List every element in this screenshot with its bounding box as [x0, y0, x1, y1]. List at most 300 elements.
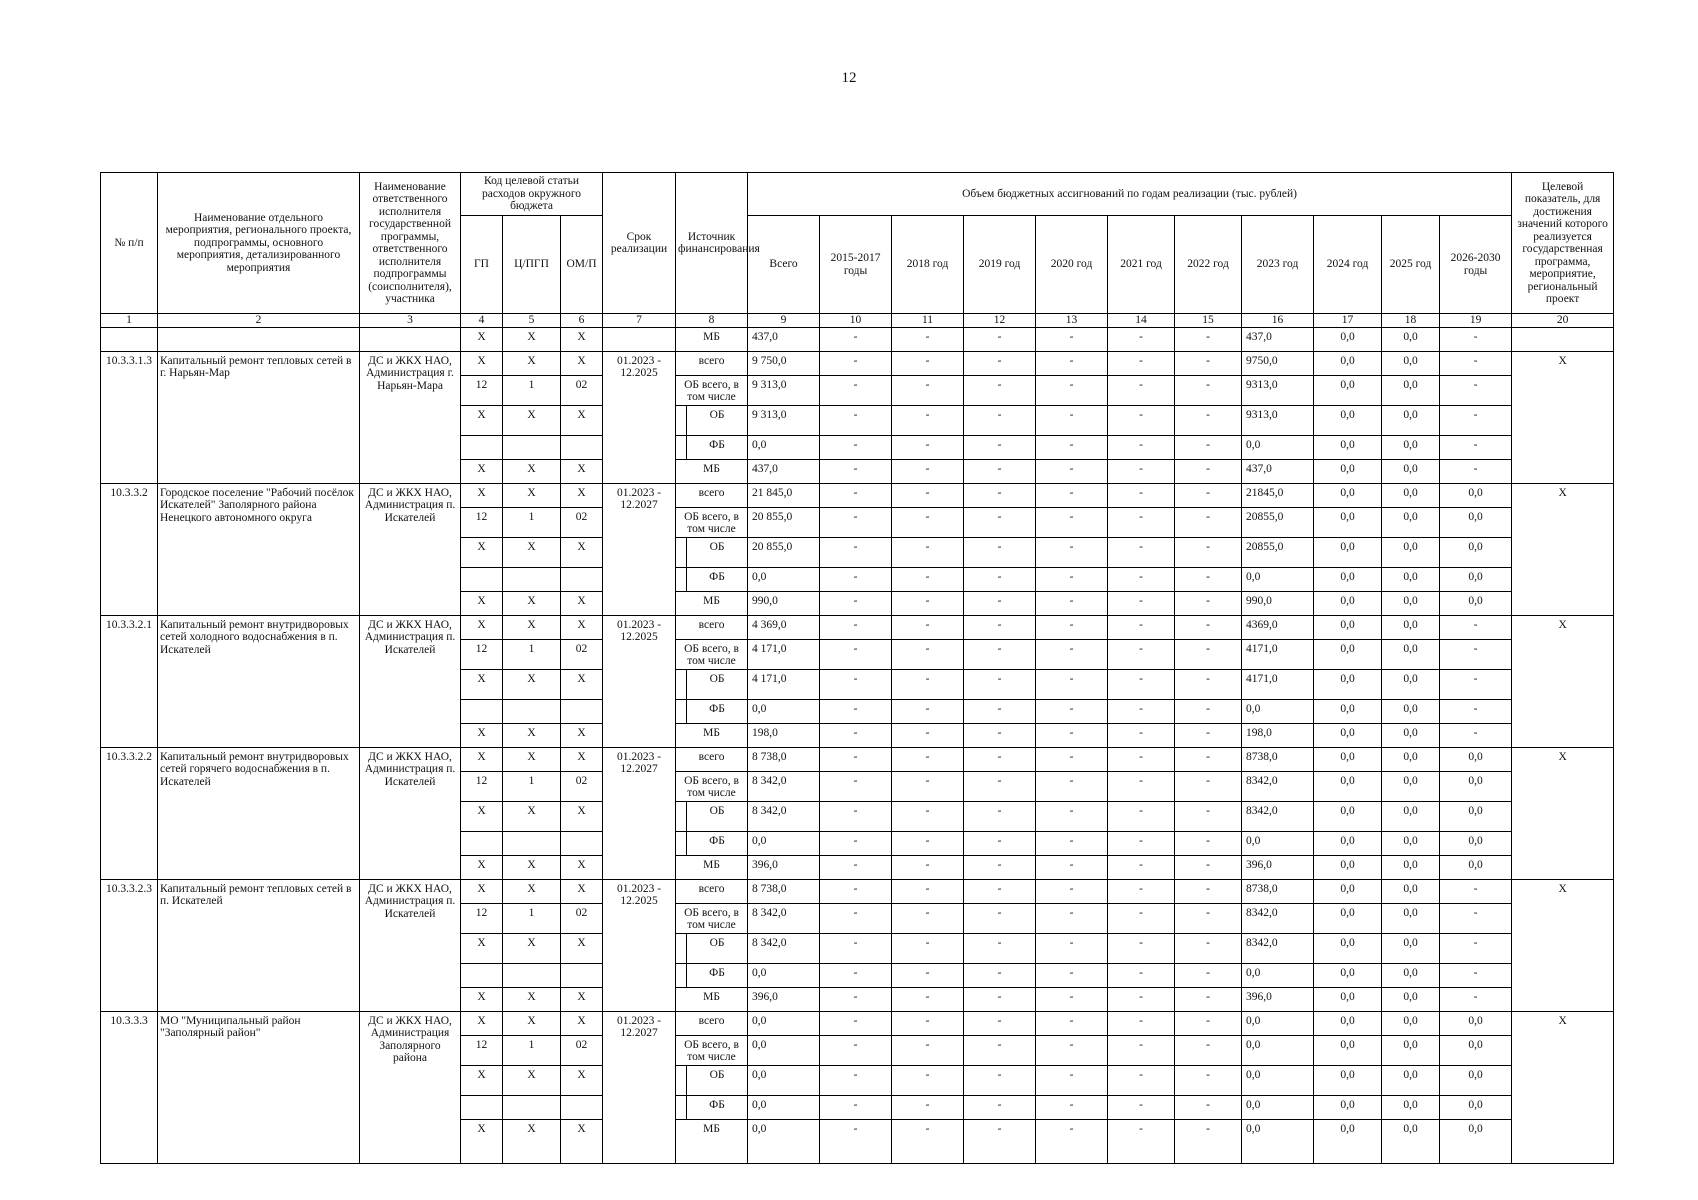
value-cell: 0,0: [1382, 375, 1440, 405]
value-cell: -: [1175, 405, 1242, 435]
value-cell: -: [892, 699, 964, 723]
value-cell: -: [892, 963, 964, 987]
executor: ДС и ЖКХ НАО, Администрация п. Искателей: [360, 879, 461, 1011]
value-cell: -: [1175, 1035, 1242, 1065]
value-cell: 0,0: [1314, 801, 1382, 831]
term-cell: 01.2023 - 12.2025: [603, 879, 676, 1011]
source-label: ОБ: [709, 804, 725, 817]
omp-cell: X: [561, 987, 603, 1011]
value-cell: -: [964, 987, 1036, 1011]
value-cell: 0,0: [1314, 375, 1382, 405]
value-cell: -: [1108, 327, 1175, 351]
value-cell: -: [1036, 699, 1108, 723]
value-cell: -: [1108, 903, 1175, 933]
target-indicator: X: [1512, 747, 1614, 879]
value-cell: 198,0: [748, 723, 820, 747]
value-cell: 4369,0: [1242, 615, 1314, 639]
value-cell: -: [1440, 327, 1512, 351]
value-cell: -: [820, 1035, 892, 1065]
value-cell: -: [892, 459, 964, 483]
value-cell: 0,0: [1314, 507, 1382, 537]
value-cell: -: [964, 831, 1036, 855]
value-cell: -: [1036, 1095, 1108, 1119]
source-label: ОБ: [709, 1068, 725, 1081]
source-cell: ОБ всего, в том числе: [676, 903, 748, 933]
value-cell: -: [1108, 459, 1175, 483]
gp-cell: X: [461, 933, 503, 963]
value-cell: 0,0: [1382, 903, 1440, 933]
cpgp-cell: X: [503, 987, 561, 1011]
value-cell: -: [820, 1011, 892, 1035]
value-cell: -: [1108, 537, 1175, 567]
omp-cell: [561, 963, 603, 987]
source-cell: всего: [676, 615, 748, 639]
value-cell: -: [820, 771, 892, 801]
executor: ДС и ЖКХ НАО, Администрация г. Нарьян-Мара: [360, 351, 461, 483]
cpgp-cell: X: [503, 723, 561, 747]
omp-cell: 02: [561, 771, 603, 801]
value-cell: 0,0: [1242, 1095, 1314, 1119]
value-cell: 0,0: [1382, 1035, 1440, 1065]
value-cell: -: [964, 375, 1036, 405]
column-number: 13: [1036, 314, 1108, 328]
cpgp-cell: X: [503, 459, 561, 483]
table-row: [101, 615, 1614, 639]
value-cell: 9 750,0: [748, 351, 820, 375]
value-cell: -: [820, 567, 892, 591]
gp-cell: X: [461, 1011, 503, 1035]
value-cell: 0,0: [1314, 537, 1382, 567]
header-volume-group: Объем бюджетных ассигнований по годам реализации (тыс. рублей): [748, 173, 1512, 216]
column-number: 4: [461, 314, 503, 328]
value-cell: 0,0: [1314, 615, 1382, 639]
source-cell: [676, 801, 748, 831]
value-cell: -: [820, 327, 892, 351]
cpgp-cell: X: [503, 879, 561, 903]
value-cell: -: [1175, 459, 1242, 483]
source-indent: [676, 406, 687, 435]
source-indent: [676, 1066, 687, 1095]
gp-cell: X: [461, 459, 503, 483]
value-cell: -: [1036, 669, 1108, 699]
value-cell: 0,0: [1242, 963, 1314, 987]
term-cell: 01.2023 - 12.2025: [603, 351, 676, 483]
source-label: ФБ: [709, 1098, 725, 1111]
value-cell: -: [820, 963, 892, 987]
column-number: 1: [101, 314, 158, 328]
value-cell: -: [964, 879, 1036, 903]
gp-cell: X: [461, 801, 503, 831]
header-code-group: Код целевой статьи расходов окружного бюджета: [461, 173, 603, 216]
value-cell: 0,0: [1382, 1119, 1440, 1163]
value-cell: -: [892, 351, 964, 375]
value-cell: -: [1036, 855, 1108, 879]
table-row: [101, 351, 1614, 375]
value-cell: 0,0: [748, 1011, 820, 1035]
value-cell: 0,0: [1314, 483, 1382, 507]
value-cell: 0,0: [748, 435, 820, 459]
header-name: Наименование отдельного мероприятия, регионального проекта, подпрограммы, основного мероприятия, детализированного мероприятия: [158, 173, 360, 314]
value-cell: 0,0: [1382, 351, 1440, 375]
value-cell: -: [1175, 351, 1242, 375]
value-cell: -: [1175, 669, 1242, 699]
target-indicator: X: [1512, 615, 1614, 747]
header-term: Срок реализации: [603, 173, 676, 314]
gp-cell: 12: [461, 639, 503, 669]
value-cell: 4171,0: [1242, 639, 1314, 669]
omp-cell: X: [561, 615, 603, 639]
value-cell: 20 855,0: [748, 537, 820, 567]
value-cell: 8 342,0: [748, 801, 820, 831]
value-cell: -: [1440, 351, 1512, 375]
value-cell: -: [892, 1035, 964, 1065]
value-cell: -: [820, 855, 892, 879]
column-number: 10: [820, 314, 892, 328]
header-year: 2023 год: [1242, 216, 1314, 314]
value-cell: -: [892, 933, 964, 963]
gp-cell: X: [461, 405, 503, 435]
value-cell: 0,0: [1382, 723, 1440, 747]
row-number: 10.3.3.2.2: [101, 747, 158, 879]
gp-cell: [461, 435, 503, 459]
value-cell: 0,0: [1314, 1035, 1382, 1065]
value-cell: -: [1108, 1095, 1175, 1119]
source-cell: ОБ всего, в том числе: [676, 507, 748, 537]
value-cell: 0,0: [1314, 1095, 1382, 1119]
value-cell: 0,0: [1382, 747, 1440, 771]
omp-cell: X: [561, 879, 603, 903]
target-indicator: X: [1512, 1011, 1614, 1163]
gp-cell: X: [461, 747, 503, 771]
source-indent: [676, 832, 687, 855]
value-cell: 437,0: [1242, 459, 1314, 483]
gp-cell: X: [461, 1119, 503, 1163]
value-cell: -: [1036, 405, 1108, 435]
value-cell: 0,0: [1314, 831, 1382, 855]
header-gp: ГП: [461, 216, 503, 314]
value-cell: 8342,0: [1242, 903, 1314, 933]
value-cell: 9 313,0: [748, 405, 820, 435]
value-cell: 396,0: [1242, 987, 1314, 1011]
value-cell: -: [820, 699, 892, 723]
source-indent: [676, 538, 687, 567]
value-cell: 20855,0: [1242, 537, 1314, 567]
value-cell: -: [820, 801, 892, 831]
value-cell: -: [892, 405, 964, 435]
cpgp-cell: 1: [503, 771, 561, 801]
omp-cell: X: [561, 669, 603, 699]
event-name: Капитальный ремонт тепловых сетей в п. Искателей: [158, 879, 360, 1011]
value-cell: -: [1175, 801, 1242, 831]
value-cell: -: [964, 1119, 1036, 1163]
header-cpgp: Ц/ПГП: [503, 216, 561, 314]
value-cell: -: [820, 351, 892, 375]
source-label: ФБ: [709, 438, 725, 451]
source-cell: [676, 405, 748, 435]
source-cell: [676, 963, 748, 987]
value-cell: -: [892, 831, 964, 855]
event-name: Городское поселение "Рабочий посёлок Искателей" Заполярного района Ненецкого автономного округа: [158, 483, 360, 615]
value-cell: -: [964, 801, 1036, 831]
table-row: [101, 879, 1614, 903]
value-cell: -: [1108, 1119, 1175, 1163]
target-cell: [1512, 327, 1614, 351]
column-number: 17: [1314, 314, 1382, 328]
value-cell: 0,0: [1440, 1011, 1512, 1035]
value-cell: -: [1036, 771, 1108, 801]
value-cell: -: [892, 747, 964, 771]
value-cell: 0,0: [1382, 1011, 1440, 1035]
value-cell: -: [1440, 615, 1512, 639]
event-name: Капитальный ремонт тепловых сетей в г. Нарьян-Мар: [158, 351, 360, 483]
term-cell: 01.2023 - 12.2027: [603, 747, 676, 879]
header-year: Всего: [748, 216, 820, 314]
value-cell: -: [1108, 747, 1175, 771]
value-cell: -: [1440, 723, 1512, 747]
value-cell: 0,0: [1382, 591, 1440, 615]
value-cell: -: [1108, 723, 1175, 747]
value-cell: -: [892, 987, 964, 1011]
column-number: 2: [158, 314, 360, 328]
target-indicator: X: [1512, 879, 1614, 1011]
source-cell: МБ: [676, 723, 748, 747]
value-cell: -: [1175, 963, 1242, 987]
value-cell: -: [1108, 963, 1175, 987]
value-cell: 8738,0: [1242, 879, 1314, 903]
value-cell: -: [1175, 747, 1242, 771]
column-number: 18: [1382, 314, 1440, 328]
value-cell: 9313,0: [1242, 375, 1314, 405]
value-cell: 0,0: [748, 1035, 820, 1065]
column-number: 16: [1242, 314, 1314, 328]
value-cell: -: [892, 639, 964, 669]
value-cell: -: [1108, 591, 1175, 615]
gp-cell: [461, 963, 503, 987]
budget-table: [100, 172, 1614, 1164]
gp-cell: [461, 567, 503, 591]
column-number: 3: [360, 314, 461, 328]
value-cell: 437,0: [748, 459, 820, 483]
value-cell: 0,0: [1382, 669, 1440, 699]
value-cell: -: [1036, 723, 1108, 747]
value-cell: -: [964, 699, 1036, 723]
column-number: 11: [892, 314, 964, 328]
omp-cell: X: [561, 933, 603, 963]
value-cell: -: [1036, 801, 1108, 831]
value-cell: 0,0: [1314, 723, 1382, 747]
value-cell: -: [1440, 639, 1512, 669]
value-cell: -: [1175, 1119, 1242, 1163]
omp-cell: X: [561, 405, 603, 435]
value-cell: -: [820, 459, 892, 483]
value-cell: 9313,0: [1242, 405, 1314, 435]
value-cell: 437,0: [1242, 327, 1314, 351]
value-cell: -: [1036, 591, 1108, 615]
executor: ДС и ЖКХ НАО, Администрация п. Искателей: [360, 483, 461, 615]
value-cell: 990,0: [748, 591, 820, 615]
value-cell: -: [1036, 1119, 1108, 1163]
gp-cell: X: [461, 855, 503, 879]
cpgp-cell: X: [503, 669, 561, 699]
value-cell: 396,0: [748, 855, 820, 879]
table-row: [101, 1011, 1614, 1035]
source-cell: всего: [676, 1011, 748, 1035]
value-cell: -: [892, 1011, 964, 1035]
value-cell: -: [1036, 375, 1108, 405]
cpgp-cell: [503, 963, 561, 987]
omp-cell: 02: [561, 639, 603, 669]
value-cell: 0,0: [1382, 507, 1440, 537]
source-cell: всего: [676, 351, 748, 375]
value-cell: -: [1036, 1035, 1108, 1065]
column-number: 19: [1440, 314, 1512, 328]
source-label: ФБ: [709, 702, 725, 715]
value-cell: -: [964, 963, 1036, 987]
header-year: 2020 год: [1036, 216, 1108, 314]
value-cell: -: [1440, 933, 1512, 963]
source-cell: [676, 567, 748, 591]
value-cell: -: [1440, 669, 1512, 699]
value-cell: 0,0: [748, 1065, 820, 1095]
value-cell: 0,0: [1242, 567, 1314, 591]
value-cell: 0,0: [1440, 855, 1512, 879]
gp-cell: X: [461, 483, 503, 507]
source-cell: МБ: [676, 987, 748, 1011]
value-cell: -: [964, 1065, 1036, 1095]
cpgp-cell: X: [503, 537, 561, 567]
omp-cell: 02: [561, 507, 603, 537]
omp-cell: X: [561, 1119, 603, 1163]
value-cell: 4 369,0: [748, 615, 820, 639]
table-row: [101, 327, 1614, 351]
value-cell: 0,0: [1382, 537, 1440, 567]
omp-cell: X: [561, 351, 603, 375]
omp-cell: [561, 435, 603, 459]
value-cell: -: [1175, 435, 1242, 459]
gp-cell: X: [461, 327, 503, 351]
value-cell: 0,0: [1382, 567, 1440, 591]
cpgp-cell: 1: [503, 903, 561, 933]
value-cell: -: [820, 639, 892, 669]
gp-cell: 12: [461, 375, 503, 405]
value-cell: -: [1175, 483, 1242, 507]
value-cell: -: [964, 615, 1036, 639]
gp-cell: [461, 831, 503, 855]
value-cell: -: [964, 1035, 1036, 1065]
value-cell: 0,0: [1382, 855, 1440, 879]
executor: ДС и ЖКХ НАО, Администрация п. Искателей: [360, 615, 461, 747]
header-year: 2018 год: [892, 216, 964, 314]
value-cell: 0,0: [748, 1119, 820, 1163]
gp-cell: 12: [461, 507, 503, 537]
value-cell: -: [1440, 699, 1512, 723]
value-cell: -: [820, 615, 892, 639]
value-cell: 0,0: [1382, 933, 1440, 963]
value-cell: -: [1175, 1011, 1242, 1035]
source-cell: МБ: [676, 327, 748, 351]
value-cell: -: [1175, 987, 1242, 1011]
value-cell: 0,0: [1314, 567, 1382, 591]
value-cell: -: [820, 1065, 892, 1095]
value-cell: 0,0: [1382, 987, 1440, 1011]
cpgp-cell: X: [503, 1011, 561, 1035]
value-cell: 0,0: [1440, 483, 1512, 507]
value-cell: -: [820, 831, 892, 855]
value-cell: -: [964, 351, 1036, 375]
value-cell: -: [1036, 639, 1108, 669]
value-cell: -: [892, 615, 964, 639]
source-cell: [676, 1095, 748, 1119]
value-cell: -: [1108, 1011, 1175, 1035]
value-cell: 21 845,0: [748, 483, 820, 507]
value-cell: 20 855,0: [748, 507, 820, 537]
value-cell: 0,0: [1314, 459, 1382, 483]
source-cell: МБ: [676, 855, 748, 879]
row-number: 10.3.3.2.1: [101, 615, 158, 747]
row-number: 10.3.3.3: [101, 1011, 158, 1163]
value-cell: -: [1108, 699, 1175, 723]
source-cell: ОБ всего, в том числе: [676, 771, 748, 801]
value-cell: 8 342,0: [748, 771, 820, 801]
value-cell: -: [1108, 351, 1175, 375]
cpgp-cell: X: [503, 591, 561, 615]
source-cell: ОБ всего, в том числе: [676, 1035, 748, 1065]
value-cell: -: [820, 405, 892, 435]
value-cell: 0,0: [1440, 801, 1512, 831]
value-cell: -: [1036, 507, 1108, 537]
value-cell: -: [820, 591, 892, 615]
value-cell: -: [1108, 567, 1175, 591]
target-indicator: X: [1512, 483, 1614, 615]
value-cell: -: [1036, 483, 1108, 507]
value-cell: 0,0: [748, 963, 820, 987]
value-cell: -: [1175, 855, 1242, 879]
value-cell: 0,0: [1242, 1035, 1314, 1065]
page-number: 12: [841, 70, 857, 86]
value-cell: -: [820, 747, 892, 771]
value-cell: -: [1175, 375, 1242, 405]
value-cell: 9750,0: [1242, 351, 1314, 375]
value-cell: -: [820, 879, 892, 903]
value-cell: 0,0: [1314, 903, 1382, 933]
value-cell: -: [1440, 987, 1512, 1011]
event-name: Капитальный ремонт внутридворовых сетей горячего водоснабжения в п. Искателей: [158, 747, 360, 879]
value-cell: 198,0: [1242, 723, 1314, 747]
row-number: 10.3.3.2: [101, 483, 158, 615]
value-cell: -: [964, 747, 1036, 771]
value-cell: 0,0: [1440, 747, 1512, 771]
gp-cell: [461, 699, 503, 723]
omp-cell: [561, 1095, 603, 1119]
value-cell: -: [1036, 537, 1108, 567]
value-cell: 0,0: [748, 831, 820, 855]
value-cell: -: [1108, 855, 1175, 879]
column-number: 14: [1108, 314, 1175, 328]
column-number: 12: [964, 314, 1036, 328]
cpgp-cell: X: [503, 615, 561, 639]
value-cell: 8 738,0: [748, 747, 820, 771]
value-cell: -: [1108, 639, 1175, 669]
cpgp-cell: [503, 699, 561, 723]
value-cell: 0,0: [1314, 591, 1382, 615]
value-cell: -: [1175, 903, 1242, 933]
column-number: 15: [1175, 314, 1242, 328]
omp-cell: 02: [561, 375, 603, 405]
value-cell: -: [1108, 1035, 1175, 1065]
value-cell: 0,0: [748, 1095, 820, 1119]
header-numbers-row: [101, 314, 1614, 328]
gp-cell: X: [461, 591, 503, 615]
